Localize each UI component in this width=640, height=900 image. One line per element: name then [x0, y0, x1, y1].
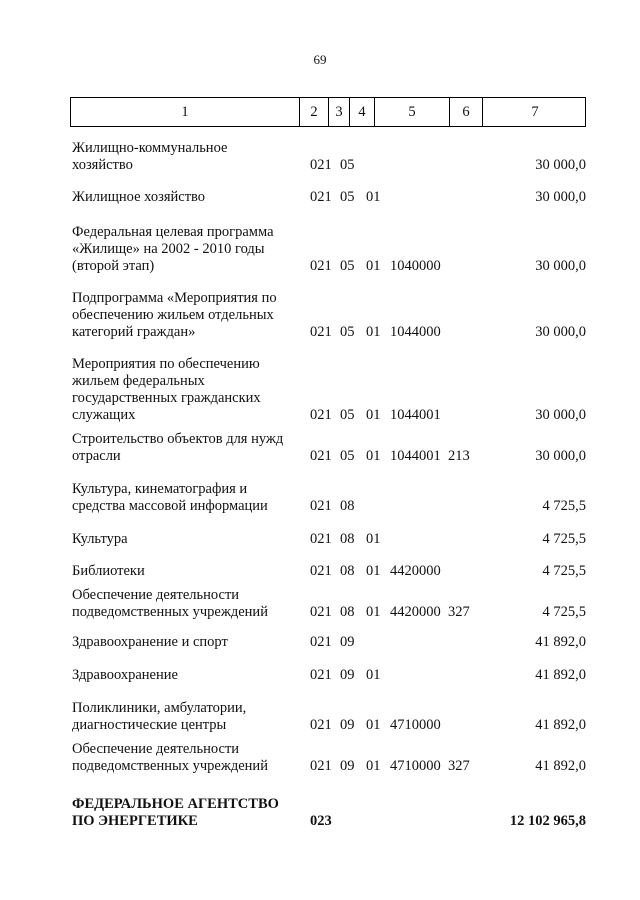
row-code-c5: 4420000 [390, 563, 441, 579]
row-name [72, 667, 297, 684]
row-name-line: Подпрограмма «Мероприятия по [72, 290, 277, 306]
row-name [72, 700, 297, 734]
row-code-c4: 01 [366, 604, 381, 620]
row-code-c2: 021 [310, 448, 332, 464]
row-code-c2: 021 [310, 157, 332, 173]
row-code-c6: 327 [448, 758, 470, 774]
header-col-7: 7 [531, 104, 539, 120]
row-code-c5: 1044001 [390, 448, 441, 464]
row-code-c3: 09 [340, 717, 355, 733]
row-code-c3: 08 [340, 531, 355, 547]
row-amount: 41 892,0 [535, 667, 586, 683]
page-number: 69 [313, 52, 327, 67]
row-name [72, 481, 297, 515]
row-code-c5: 4420000 [390, 604, 441, 620]
row-code-c5: 1044000 [390, 324, 441, 340]
row-code-c2: 021 [310, 563, 332, 579]
row-name-line: Обеспечение деятельности [72, 587, 240, 603]
header-col-3: 3 [329, 98, 350, 126]
row-name [72, 531, 297, 548]
row-name-line: Поликлиники, амбулатории, [72, 700, 247, 716]
row-name-line: Строительство объектов для нужд [72, 431, 284, 447]
row-code-c3: 05 [340, 324, 355, 340]
row-code-c4: 01 [366, 189, 381, 205]
row-code-c3: 09 [340, 634, 355, 650]
row-name-line: (второй этап) [72, 258, 155, 274]
row-code-c3: 08 [340, 604, 355, 620]
row-name-line: Здравоохранение [72, 667, 178, 683]
row-name [72, 140, 297, 174]
row-code-c3: 08 [340, 498, 355, 514]
row-amount: 41 892,0 [535, 758, 586, 774]
row-code-c2: 021 [310, 667, 332, 683]
row-amount: 4 725,5 [542, 531, 586, 547]
row-code-c4: 01 [366, 324, 381, 340]
row-name-line: подведомственных учреждений [72, 604, 268, 620]
row-code-c2: 021 [310, 634, 332, 650]
row-name-line: «Жилище» на 2002 - 2010 годы [72, 241, 265, 257]
row-name [72, 587, 297, 621]
row-code-c3: 05 [340, 258, 355, 274]
row-name-line: Обеспечение деятельности [72, 741, 240, 757]
row-name-line: обеспечению жильем отдельных [72, 307, 274, 323]
row-name-line: Жилищно-коммунальное [72, 140, 228, 156]
row-name-line: диагностические центры [72, 717, 227, 733]
row-code-c2: 021 [310, 189, 332, 205]
row-amount: 41 892,0 [535, 717, 586, 733]
row-name-line: служащих [72, 407, 136, 423]
row-code-c3: 05 [340, 157, 355, 173]
row-name-line: хозяйство [72, 157, 133, 173]
row-code-c6: 213 [448, 448, 470, 464]
row-code-c3: 05 [340, 407, 355, 423]
row-name-line: государственных гражданских [72, 390, 261, 406]
row-name [72, 796, 297, 830]
row-code-c2: 021 [310, 407, 332, 423]
row-name [72, 563, 297, 580]
row-amount: 30 000,0 [535, 407, 586, 423]
row-amount: 30 000,0 [535, 324, 586, 340]
row-code-c2: 021 [310, 717, 332, 733]
row-code-c3: 05 [340, 448, 355, 464]
row-name [72, 356, 297, 424]
row-name-line: Здравоохранение и спорт [72, 634, 228, 650]
row-code-c4: 01 [366, 758, 381, 774]
row-code-c4: 01 [366, 717, 381, 733]
row-amount: 30 000,0 [535, 157, 586, 173]
row-name-line: Культура, кинематография и [72, 481, 248, 497]
table-header [70, 97, 586, 127]
row-name-line: ФЕДЕРАЛЬНОЕ АГЕНТСТВО [72, 796, 279, 812]
row-name-line: средства массовой информации [72, 498, 268, 514]
header-col-4: 4 [350, 98, 375, 126]
row-name [72, 290, 297, 341]
row-code-c2: 021 [310, 758, 332, 774]
row-amount: 12 102 965,8 [509, 813, 586, 829]
row-code-c5: 1044001 [390, 407, 441, 423]
row-name-line: отрасли [72, 448, 121, 464]
row-code-c5: 1040000 [390, 258, 441, 274]
row-name [72, 431, 297, 465]
row-code-c3: 09 [340, 758, 355, 774]
row-amount: 4 725,5 [542, 604, 586, 620]
row-code-c5: 4710000 [390, 717, 441, 733]
row-code-c2: 021 [310, 258, 332, 274]
row-amount: 41 892,0 [535, 634, 586, 650]
header-col-6: 6 [450, 98, 483, 126]
row-name-line: категорий граждан» [72, 324, 196, 340]
row-code-c4: 01 [366, 407, 381, 423]
row-code-c6: 327 [448, 604, 470, 620]
row-code-c2: 021 [310, 324, 332, 340]
row-code-c5: 4710000 [390, 758, 441, 774]
row-amount: 4 725,5 [542, 563, 586, 579]
row-code-c4: 01 [366, 448, 381, 464]
row-name-line: ПО ЭНЕРГЕТИКЕ [72, 813, 198, 829]
row-code-c3: 09 [340, 667, 355, 683]
row-name-line: подведомственных учреждений [72, 758, 268, 774]
row-name-line: Библиотеки [72, 563, 145, 579]
row-name-line: Культура [72, 531, 128, 547]
row-code-c2: 021 [310, 531, 332, 547]
row-name-line: Мероприятия по обеспечению [72, 356, 260, 372]
row-amount: 30 000,0 [535, 189, 586, 205]
row-amount: 4 725,5 [542, 498, 586, 514]
row-code-c2: 021 [310, 604, 332, 620]
row-code-c3: 05 [340, 189, 355, 205]
row-code-c4: 01 [366, 531, 381, 547]
row-code-c2: 023 [310, 813, 332, 829]
row-amount: 30 000,0 [535, 448, 586, 464]
row-amount: 30 000,0 [535, 258, 586, 274]
row-name [72, 741, 297, 775]
header-col-1: 1 [71, 98, 300, 126]
row-name-line: жильем федеральных [72, 373, 205, 389]
row-code-c3: 08 [340, 563, 355, 579]
row-code-c2: 021 [310, 498, 332, 514]
row-name-line: Федеральная целевая программа [72, 224, 274, 240]
row-name [72, 189, 297, 206]
row-name-line: Жилищное хозяйство [72, 189, 206, 205]
header-col-2: 2 [300, 98, 329, 126]
row-code-c4: 01 [366, 667, 381, 683]
row-code-c4: 01 [366, 563, 381, 579]
row-name [72, 224, 297, 275]
row-code-c4: 01 [366, 258, 381, 274]
header-col-5: 5 [375, 98, 450, 126]
row-name [72, 634, 297, 651]
